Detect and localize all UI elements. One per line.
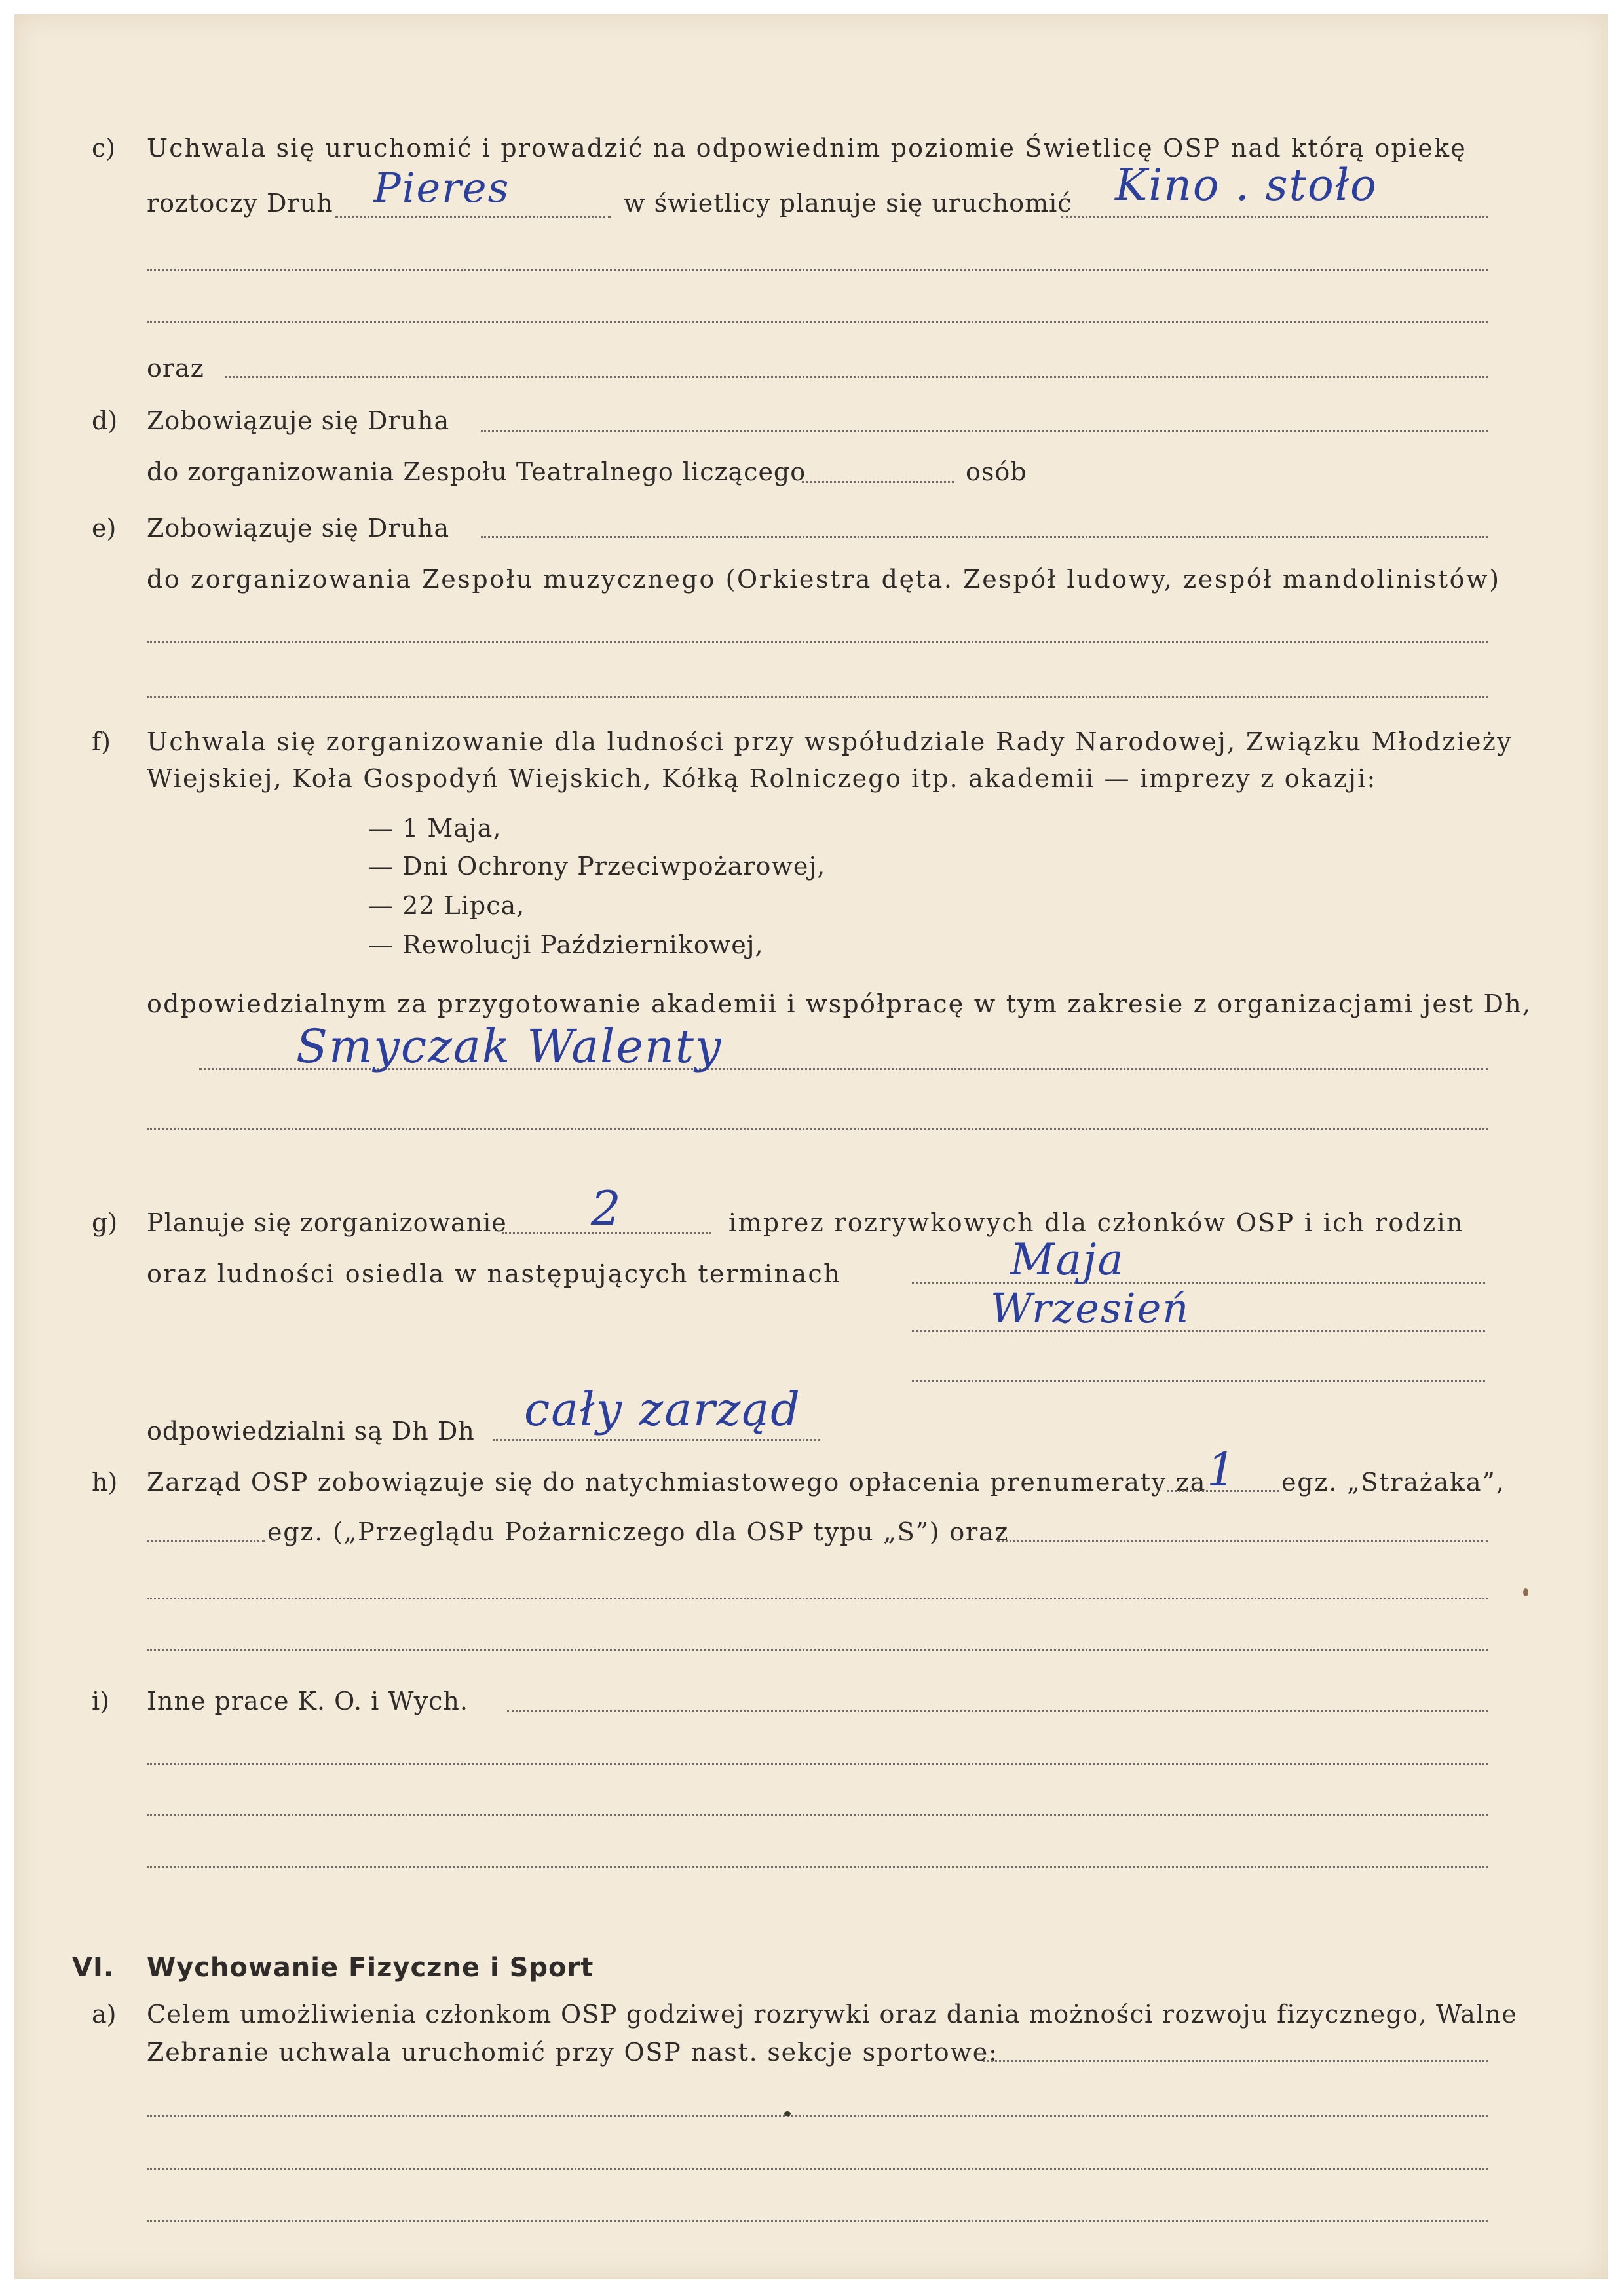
c-druh-field — [335, 216, 611, 218]
d-osob-field — [802, 481, 954, 483]
g-resp-label: odpowiedzialni są Dh Dh — [147, 1417, 475, 1445]
vi-a-field — [983, 2060, 1488, 2062]
c-line1: Uchwala się uruchomić i prowadzić na odpowiednim poziomie Świetlicę OSP nad którą opiekę — [147, 134, 1467, 163]
h-blank-line-1 — [147, 1598, 1488, 1599]
f-line1: Uchwala się zorganizowanie dla ludności przy współudziale Rady Narodowej, Związku Młodzieży — [147, 727, 1513, 756]
h-line2: egz. („Przeglądu Pożarniczego dla OSP typu „S”) oraz — [267, 1518, 1010, 1546]
e-line1: Zobowiązuje się Druha — [147, 514, 450, 543]
i-blank-line-3 — [147, 1866, 1488, 1868]
c-oraz-field — [225, 376, 1488, 378]
g-resp-field — [493, 1439, 820, 1441]
d-line2a: do zorganizowania Zespołu Teatralnego liczącego — [147, 457, 806, 486]
item-label-f: f) — [92, 727, 111, 756]
c-blank-line-1 — [147, 269, 1488, 271]
document-page — [14, 14, 1608, 2279]
f-line2: Wiejskiej, Koła Gospodyń Wiejskich, Kółką Rolniczego itp. akademii — imprezy z okazji: — [147, 764, 1377, 793]
paper-spot — [1523, 1588, 1528, 1596]
section-title: Wychowanie Fizyczne i Sport — [147, 1953, 594, 1983]
d-druh-field — [481, 430, 1488, 432]
section-number: VI. — [72, 1953, 115, 1983]
i-field — [507, 1710, 1488, 1712]
vi-blank-line-2 — [147, 2168, 1488, 2170]
h-blank-line-2 — [147, 1649, 1488, 1651]
h-oraz-field — [997, 1540, 1488, 1542]
ink-spot — [784, 2111, 791, 2116]
d-line1: Zobowiązuje się Druha — [147, 406, 450, 435]
vi-blank-line-3 — [147, 2220, 1488, 2222]
f-item-3: — 22 Lipca, — [368, 891, 525, 920]
h-count-handwriting: 1 — [1207, 1443, 1237, 1497]
item-label-d: d) — [92, 406, 118, 435]
f-item-4: — Rewolucji Październikowej, — [368, 930, 764, 959]
g-term-field-1 — [912, 1282, 1485, 1284]
f-blank-line — [147, 1128, 1488, 1130]
h-egz-field — [147, 1540, 265, 1542]
c-line2a: roztoczy Druh — [147, 189, 333, 218]
c-line2b: w świetlicy planuje się uruchomić — [624, 189, 1072, 218]
g-term1-handwriting: Maja — [1010, 1234, 1125, 1285]
g-term-field-3 — [912, 1380, 1485, 1382]
vi-a-line1: Celem umożliwienia członkom OSP godziwej rozrywki oraz dania możności rozwoju fizycznego, Walne — [147, 2000, 1518, 2029]
f-line3: odpowiedzialnym za przygotowanie akademii i współpracę w tym zakresie z organizacjami jest Dh, — [147, 989, 1532, 1018]
item-label-e: e) — [92, 514, 117, 543]
item-label-c: c) — [92, 134, 116, 163]
c-druh-handwriting: Pieres — [373, 164, 510, 212]
d-line2b: osób — [966, 457, 1027, 486]
g-resp-handwriting: cały zarząd — [524, 1383, 801, 1436]
i-line1: Inne prace K. O. i Wych. — [147, 1687, 468, 1715]
f-item-2: — Dni Ochrony Przeciwpożarowej, — [368, 852, 826, 881]
i-blank-line-1 — [147, 1763, 1488, 1765]
vi-a-line2: Zebranie uchwala uruchomić przy OSP nast. sekcje sportowe: — [147, 2038, 998, 2067]
item-label-vi-a: a) — [92, 2000, 117, 2029]
vi-blank-line-1 — [147, 2115, 1488, 2117]
e-druh-field — [481, 536, 1488, 538]
h-line1b: egz. „Strażaka”, — [1281, 1468, 1505, 1497]
g-count-handwriting: 2 — [591, 1181, 622, 1236]
item-label-h: h) — [92, 1468, 118, 1497]
f-name-handwriting: Smyczak Walenty — [296, 1020, 723, 1073]
f-item-1: — 1 Maja, — [368, 814, 502, 843]
g-line1b: imprez rozrywkowych dla członków OSP i ich rodzin — [728, 1208, 1464, 1237]
g-term2-handwriting: Wrzesień — [991, 1284, 1190, 1332]
g-line1a: Planuje się zorganizowanie — [147, 1208, 507, 1237]
g-line2: oraz ludności osiedla w następujących terminach — [147, 1259, 841, 1288]
c-oraz: oraz — [147, 354, 204, 383]
item-label-g: g) — [92, 1208, 118, 1237]
c-uruchomic-handwriting: Kino . stoło — [1115, 160, 1378, 210]
e-blank-line-1 — [147, 641, 1488, 643]
c-blank-line-2 — [147, 321, 1488, 323]
i-blank-line-2 — [147, 1814, 1488, 1816]
e-line2: do zorganizowania Zespołu muzycznego (Orkiestra dęta. Zespół ludowy, zespół mandolinistów) — [147, 565, 1501, 594]
c-uruchomic-field — [1061, 216, 1488, 218]
e-blank-line-2 — [147, 696, 1488, 698]
item-label-i: i) — [92, 1687, 109, 1715]
h-line1a: Zarząd OSP zobowiązuje się do natychmiastowego opłacenia prenumeraty za — [147, 1468, 1207, 1497]
